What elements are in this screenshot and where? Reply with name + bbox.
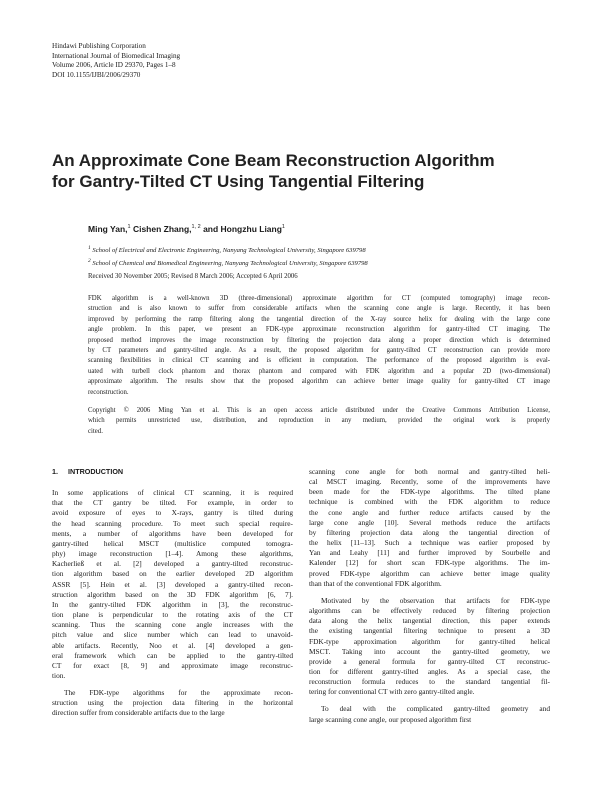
right-column <box>309 467 550 725</box>
left-column <box>52 467 293 719</box>
text-line: To deal with the complicated gantry-tilted geometry and <box>321 704 550 714</box>
journal-name-line: International Journal of Biomedical Imaging <box>52 51 181 60</box>
text-line: tion plane is perpendicular to the rotating axis of the CT <box>52 610 293 620</box>
text-line: gantry-tilted helical MSCT (multislice computed tomogra- <box>52 538 293 548</box>
text-line: tion. <box>52 670 66 680</box>
text-line: ments, a number of algorithms have been developed for <box>52 528 293 538</box>
text-line: ASSR [5]. Hein et al. [3] developed a gantry-tilted recon- <box>52 579 293 589</box>
paragraph <box>309 467 550 589</box>
text-line: Copyright © 2006 Ming Yan et al. This is an open access article distributed under the Creative Commons Attribution License, <box>88 407 550 414</box>
author-name: Ming Yan, <box>88 224 128 234</box>
text-line: cited. <box>88 427 103 435</box>
text-line: phy) image reconstruction [1–4]. Among these algorithms, <box>52 549 293 559</box>
text-line: struction and is also known to suffer from considerable artifacts when the scanning cone angle is large. Recently, it has been <box>88 305 550 313</box>
text-line: the existing tangential filtering technique to present a 3D <box>309 626 550 636</box>
text-line: In some applications of clinical CT scanning, it is required <box>52 488 293 498</box>
paragraph <box>309 596 550 698</box>
text-line: Kalender [12] for short scan FDK-type algorithms. The im- <box>309 558 550 568</box>
text-line: tering for conventional CT with zero gantry-tilted angle. <box>309 687 475 697</box>
text-line: improved by performing the ramp filtering along the tangential direction of the X-ray source helix for dealing with the large cone <box>88 315 550 323</box>
paragraph-gap <box>52 681 293 688</box>
section-title: INTRODUCTION <box>68 467 124 476</box>
text-line: Kacherließ et al. [2] developed a gantry-tilted reconstruc- <box>52 559 293 569</box>
text-line: angle problem. In this paper, we present an FDK-type approximate reconstruction algorithm for gantry-tilted CT imaging. The <box>88 326 550 334</box>
copyright-notice <box>88 406 550 437</box>
title-line: An Approximate Cone Beam Reconstruction Algorithm <box>52 151 495 170</box>
author-name: Cishen Zhang, <box>130 224 192 234</box>
text-line: cal MSCT imaging. Recently, some of the improvements have <box>309 477 550 487</box>
text-line: The FDK-type algorithms for the approximate recon- <box>64 688 293 698</box>
text-line: the helix [11–13]. Such a technique was earlier proposed by <box>309 538 550 548</box>
affiliation-line <box>88 243 548 256</box>
text-line: avoid exposure of eyes to X-rays, gantry is tilted during <box>52 508 293 518</box>
text-line: MSCT. Taking into account the gantry-tilted geometry, we <box>309 646 550 656</box>
text-line: by filtering projection data along the tangential direction of <box>309 527 550 537</box>
text-line: scanning flexibilities in clinical CT scanning and is efficient in computation. The performance of the proposed algorithm is eval- <box>88 357 550 365</box>
text-line: uated with turbell clock phantom and thorax phantom and compared with FDK algorithm and a popular 2D (two-dimensional) <box>88 367 550 375</box>
text-line: struction using the projection data filtering in the horizontal <box>52 698 293 708</box>
text-line: Yan and Leahy [11] and further improved by Sourbelle and <box>309 548 550 558</box>
text-line: algorithms can be effectively reduced by filtering projection <box>309 606 550 616</box>
text-line: approximate algorithm. The results show that the proposed algorithm can achieve better image quality for gantry-tilted CT image <box>88 378 550 386</box>
text-line: large cone angle [10]. Several methods reduce the artifacts <box>309 517 550 527</box>
affiliation-text: School of Chemical and Biomedical Engineering, Nanyang Technological University, Singapore 639798 <box>90 260 368 268</box>
text-line: FDK-type approximation algorithm for gantry-tilted helical <box>309 636 550 646</box>
text-line: provide a general formula for gantry-tilted CT reconstruc- <box>309 656 550 666</box>
text-line: struction algorithm based on the 3D FDK algorithm [6, 7]. <box>52 589 293 599</box>
text-line: technique is combined with the FDK algorithm to reduce <box>309 497 550 507</box>
paragraph <box>52 488 293 681</box>
text-line: reconstruction. <box>88 388 129 396</box>
paragraph-gap <box>309 589 550 596</box>
affiliation-mark: 1 <box>88 245 91 251</box>
text-line: Motivated by the observation that artifacts for FDK-type <box>321 595 550 605</box>
publisher-line: Hindawi Publishing Corporation <box>52 42 146 50</box>
author-affiliation-mark: 1 <box>127 224 131 231</box>
submission-dates: Received 30 November 2005; Revised 8 March 2006; Accepted 6 April 2006 <box>88 273 298 280</box>
author-affiliation-mark: 1, 2 <box>191 224 201 231</box>
paragraph <box>52 688 293 718</box>
text-line: tion for different gantry-tilted angles. As a special case, the <box>309 666 550 676</box>
text-line: than that of the conventional FDK algorithm. <box>309 578 442 588</box>
paragraph-gap <box>309 697 550 704</box>
text-line: reconstruction formula reduces to the standard tangential fil- <box>309 677 550 687</box>
author-list <box>88 224 548 234</box>
section-number: 1. <box>52 467 58 476</box>
affiliation-line <box>88 256 548 269</box>
text-line: the cone angle and further reduce artifacts caused by the <box>309 507 550 517</box>
affiliations <box>88 243 548 269</box>
author-affiliation-mark: 1 <box>281 224 285 231</box>
volume-line: Volume 2006, Article ID 29370, Pages 1–8 <box>52 61 176 69</box>
text-line: the head scanning procedure. To meet such special require- <box>52 518 293 528</box>
text-line: proposed method improves the image reconstruction by filtering the projection data along a proper direction which is determined <box>88 336 550 344</box>
abstract <box>88 294 550 398</box>
text-line: In the gantry-tilted FDK algorithm in [3], the reconstruc- <box>52 599 293 609</box>
paper-title <box>52 150 552 192</box>
text-line: large scanning cone angle, our proposed algorithm first <box>309 714 472 724</box>
affiliation-text: School of Electrical and Electronic Engineering, Nanyang Technological University, Singapore 639798 <box>90 247 366 255</box>
author-name: and Hongzhu Liang <box>200 224 282 234</box>
text-line: tion algorithm based on the earlier developed 2D algorithm <box>52 569 293 579</box>
paragraph <box>309 704 550 724</box>
text-line: by CT parameters and gantry-tilted angle. As a result, the proposed algorithm for gantry-tilted CT reconstruction can provide more <box>88 347 550 355</box>
text-line: scanning. Thus the scanning cone angle increases with the <box>52 620 293 630</box>
text-line: which permits unrestricted use, distribution, and reproduction in any medium, provided the original work is properly <box>88 417 550 425</box>
doi-line: DOI 10.1155/IJBI/2006/29370 <box>52 70 141 79</box>
text-line: proved FDK-type algorithm can achieve better image quality <box>309 568 550 578</box>
text-line: eral framework which can be applied to the gantry-tilted <box>52 650 293 660</box>
title-line: for Gantry-Tilted CT Using Tangential Filtering <box>52 172 425 191</box>
text-line: direction suffer from considerable artifacts due to the large <box>52 708 225 718</box>
text-line: data along the helix tangential direction, this paper extends <box>309 616 550 626</box>
section-heading <box>52 467 293 477</box>
affiliation-mark: 2 <box>88 258 91 265</box>
text-line: been made for the FDK-type algorithms. The tilted plane <box>309 487 550 497</box>
journal-masthead <box>52 42 352 80</box>
text-line: FDK algorithm is a well-known 3D (three-dimensional) approximate algorithm for CT (computed tomography) image recon- <box>88 295 550 302</box>
text-line: that the CT gantry be tilted. For example, in order to <box>52 498 293 508</box>
text-line: pitch value and slice number which can lead to unavoid- <box>52 630 293 640</box>
text-line: able artifacts. Recently, Noo et al. [4] developed a gen- <box>52 640 293 650</box>
text-line: CT for exact [8, 9] and approximate image reconstruc- <box>52 660 293 670</box>
text-line: scanning cone angle for both normal and gantry-tilted heli- <box>309 467 550 476</box>
